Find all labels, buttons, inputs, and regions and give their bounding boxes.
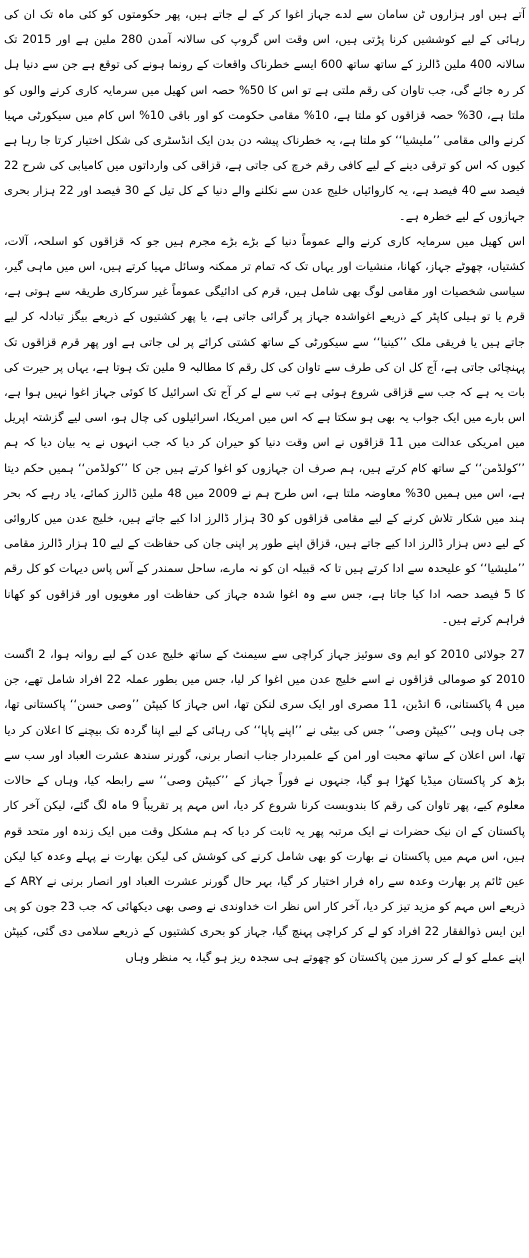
article-paragraph-2: اس کھیل میں سرمایہ کاری کرنے والے عموماً دنیا کے بڑے بڑے مجرم ہیں جو کہ قزاقوں کو اسلحہ، آلات، کشتیاں، چھوٹے جہاز، کھانا، منشیات اور یہاں تک کہ تمام تر ممکنہ وسائل مہیا کرتے ہیں، اس میں ماہی گیر، سیاسی شخصیات اور مقامی لوگ بھی شامل ہیں، قرم کی ادائیگی عموماً غیر سرکاری طریقہ سے ہوتی ہے، قرم یا تو ہیلی کاپٹر کے ذریعے اغواشدہ جہاز پر گرائی جاتی ہے، یا پھر کشتیوں کے ذریعے بیگز تبادلہ کر لیے جاتے ہیں یا فریقی ملک ’’کینیا‘‘ سے سیکورٹی کے ساتھ کشتی کرائے پر لی جاتی ہے اور پھر قرم قزاقوں تک پہنچائی جاتی ہے، آج کل ان کی طرف سے تاوان کی کل رقم کا مطالبہ 9 ملین تک ہوتا ہے، یہاں پر حیرت کی بات یہ ہے کہ جب سے قزاقی شروع ہوئی ہے تب سے لے کر آج تک اسرائیل کا کوئی جہاز اغوا نہیں ہوا ہے، اس بارے میں ایک جواب یہ بھی ہو سکتا ہے کہ اس میں امریکا، اسرائیلوں کی چال ہو، اسی لیے گزشتہ اپریل میں امریکی عدالت میں 11 قزاقوں نے اس وقت دنیا کو حیران کر دیا کہ جب انہوں نے یہ بیان دیا کہ ہم ’’کولڈمن‘‘ کے ساتھ کام کرتے ہیں، ہم صرف ان جہازوں کو اغوا کرتے ہیں جن کا ’’کولڈمن‘‘ ہمیں حکم دیتا ہے، اس میں ہمیں 30% معاوضہ ملتا ہے، اس طرح ہم نے 2009 میں 48 ملین ڈالرز کمائے، یاد رہے کہ بحر ہند میں شکار تلاش کرنے کے لیے مقامی قزاقوں کو 30 ہزار ڈالرز ادا کیے جاتے ہیں، خلیج عدن میں کاروائی کے لیے دس ہزار ڈالرز ادا کیے جاتے ہیں، قزاق اپنے طور پر اپنی جان کی حفاظت کے لیے 10 ہزار ڈالرز مقامی ’’ملیشیا‘‘ کو علیحدہ سے ادا کرتے ہیں تا کہ قبیلہ ان کو نہ مارے، ساحل سمندر کے آس پاس دیہات کو کل رقم کا 5 فیصد حصہ ادا کیا جاتا ہے، جس سے وہ اغوا شدہ جہاز کی حفاظت اور مغویوں اور قزاقوں کو کھانا فراہم کرتے ہیں۔ (4, 233, 525, 626)
paragraph-gap (4, 632, 525, 642)
article-paragraph-1: آتے ہیں اور ہزاروں ٹن سامان سے لدے جہاز اغوا کر کے لے جاتے ہیں، پھر حکومتوں کو کئی ماہ تک ان کی رہائی کے لیے کوششیں کرنا پڑتی ہیں، اس وقت اس گروپ کی سالانہ آمدن 280 ملین ہے اور 2015 تک سالانہ 400 ملین ڈالرز کے ساتھ ساتھ 600 ایسے خطرناک واقعات کے رونما ہونے کی توقع ہے جن سے دنیا ہل کر رہ جائے گی، جب تاوان کی رقم ملتی ہے تو اس کا 50% حصہ اس کھیل میں سرمایہ کاری کرنے والوں کو ملتا ہے، 30% حصہ قزاقوں کو ملتا ہے، 10% مقامی حکومت کو اور باقی 10% اس کام میں سیکورٹی مہیا کرنے والی مقامی ’’ملیشیا‘‘ کو ملتا ہے، یہ خطرناک پیشہ دن بدن ایک انڈسٹری کی شکل اختیار کرتا جا رہا ہے کیوں کہ اس کو ترقی دینے کے لیے کافی رقم خرچ کی جاتی ہے، قزاقی کی وارداتوں میں کامیابی کی شرح 22 فیصد سے 40 فیصد ہے، یہ کاروائیاں خلیج عدن سے نکلنے والے دنیا کے کل تیل کے 30 فیصد اور 22 ہزار بحری جہازوں کے لیے خطرہ ہے۔ (4, 7, 526, 223)
article-paragraph-3: 27 جولائی 2010 کو ایم وی سوئیز جہاز کراچی سے سیمنٹ کے ساتھ خلیج عدن کے لیے روانہ ہوا، 2 اگست 2010 کو صومالی قزاقوں نے اسے خلیج عدن میں اغوا کر لیا، جس میں بطور عملہ 22 افراد شامل تھے، جن میں 4 پاکستانی، 6 انڈین، 11 مصری اور ایک سری لنکن تھا، اس جہاز کا کیپٹن ’’وصی حسن‘‘ پاکستانی تھا، جی ہاں وہی ’’کیپٹن وصی‘‘ جس کی بیٹی نے ’’اپنے پاپا‘‘ کی رہائی کے لیے اپنا گردہ تک بیچنے کا اعلان کر دیا تھا، اس اعلان کے ساتھ محبت اور امن کے علمبردار جناب انصار برنی، گورنر سندھ عشرت العباد اور سب سے بڑھ کر پاکستان میڈیا کھڑا ہو گیا، جنہوں نے فوراً جہاز کے ’’کیپٹن وصی‘‘ سے رابطہ کیا، وہاں کے حالات معلوم کیے، پھر تاوان کی رقم کا بندوبست کرنا شروع کر دیا، اس مہم پر تقریباً 9 ماہ لگ گئے، لیکن آخر کار پاکستان کے ان نیک حضرات نے ایک مرتبہ پھر یہ ثابت کر دیا کہ ہم مشکل وقت میں ایک زندہ اور متحد قوم ہیں، اس مہم میں پاکستان نے بھارت کو بھی شامل کرنے کی کوشش کی لیکن بھارت نے پہلے وعدہ کیا لیکن عین ٹائم پر بھارت وعدہ سے راہ فرار اختیار کر گیا، بہر حال گورنر عشرت العباد اور انصار برنی نے ARY کے ذریعے اس مہم کو مزید تیز کر دیا، آخر کار اس نظر ات خداوندی نے وصی بھی دیکھائی کہ جب 23 جون کو پی این ایس ذوالفقار 22 افراد کو لے کر کراچی پہنچ گیا، جہاز کو بحری کشتیوں کے ذریعے سلامی دی گئی، کیپٹن اپنے عملے کو لے کر سرز مین پاکستان کو چھوتے ہی سجدہ ریز ہو گیا، یہ منظر وہاں (4, 647, 526, 964)
